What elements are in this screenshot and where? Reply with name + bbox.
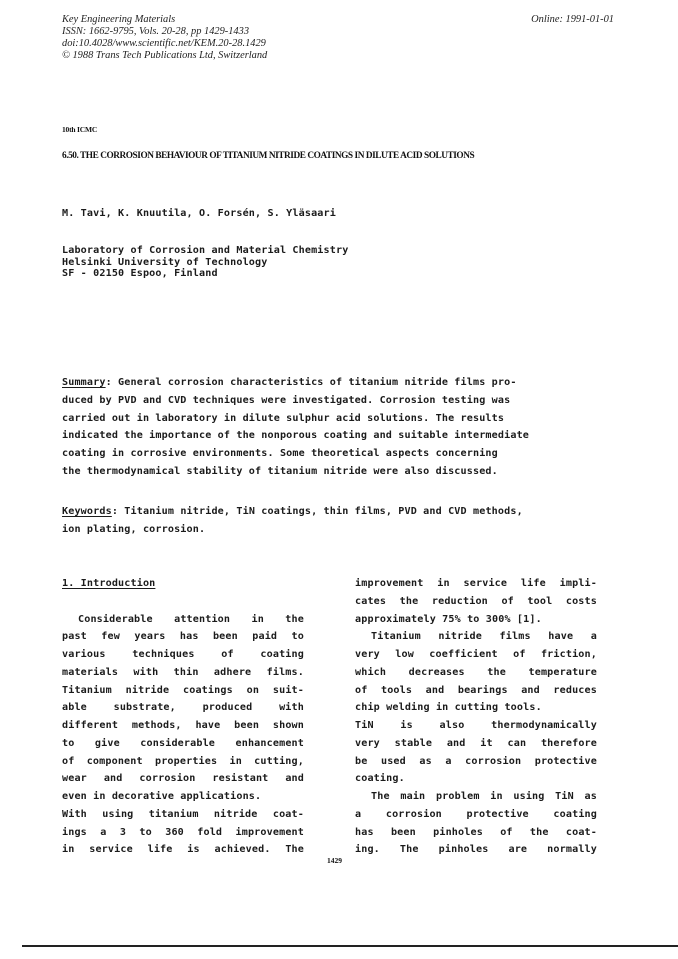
doi-line: doi:10.4028/www.scientific.net/KEM.20-28.1429 bbox=[62, 38, 266, 49]
body-line: wear and corrosion resistant and bbox=[62, 773, 304, 785]
summary-line: : General corrosion characteristics of titanium nitride films pro- bbox=[105, 377, 517, 388]
paper-title: 6.50. THE CORROSION BEHAVIOUR OF TITANIUM NITRIDE COATINGS IN DILUTE ACID SOLUTIONS bbox=[62, 151, 475, 161]
affiliation-line: SF - 02150 Espoo, Finland bbox=[62, 268, 218, 279]
keywords-label: Keywords bbox=[62, 506, 112, 517]
body-line: in service life is achieved. The bbox=[62, 844, 304, 856]
body-line: very stable and it can therefore bbox=[355, 737, 597, 749]
journal-name: Key Engineering Materials bbox=[62, 14, 176, 25]
body-line: TiN is also thermodynamically bbox=[355, 720, 597, 731]
copyright-line: © 1988 Trans Tech Publications Ltd, Switzerland bbox=[62, 50, 268, 61]
body-line: past few years has been paid to bbox=[62, 631, 304, 643]
summary-line: indicated the importance of the nonporous coating and suitable intermediate bbox=[62, 430, 530, 442]
body-line: very low coefficient of friction, bbox=[355, 649, 597, 660]
author-list: M. Tavi, K. Knuutila, O. Forsén, S. Yläsaari bbox=[62, 208, 336, 219]
summary-line: coating in corrosive environments. Some theoretical aspects concerning bbox=[62, 448, 498, 460]
body-line: Considerable attention in the bbox=[78, 613, 304, 625]
body-line: materials with thin adhere films. bbox=[62, 666, 304, 678]
keywords-line: ion plating, corrosion. bbox=[62, 523, 206, 535]
body-line: to give considerable enhancement bbox=[62, 737, 304, 749]
body-line: of tools and bearings and reduces bbox=[355, 684, 597, 696]
body-line: various techniques of coating bbox=[62, 649, 304, 660]
keywords-paragraph bbox=[62, 503, 598, 539]
section-heading-introduction: 1. Introduction bbox=[62, 578, 156, 589]
body-line: which decreases the temperature bbox=[355, 666, 597, 678]
body-line: even in decorative applications. bbox=[62, 791, 262, 802]
issn-line: ISSN: 1662-9795, Vols. 20-28, pp 1429-1433 bbox=[62, 26, 250, 37]
conference-label: 10th ICMC bbox=[62, 125, 98, 134]
page-number: 1429 bbox=[327, 856, 342, 865]
affiliation-line: Laboratory of Corrosion and Material Chemistry bbox=[62, 245, 349, 256]
bottom-rule bbox=[22, 945, 678, 947]
summary-line: the thermodynamical stability of titanium nitride were also discussed. bbox=[62, 465, 498, 477]
body-line: coating. bbox=[355, 773, 405, 785]
body-line: cates the reduction of tool costs bbox=[355, 595, 597, 607]
online-date: Online: 1991-01-01 bbox=[531, 14, 614, 25]
body-line: able substrate, produced with bbox=[62, 702, 304, 714]
summary-label: Summary bbox=[62, 377, 106, 388]
body-line: ings a 3 to 360 fold improvement bbox=[62, 826, 304, 838]
keywords-line: : Titanium nitride, TiN coatings, thin films, PVD and CVD methods, bbox=[111, 506, 523, 517]
body-line: chip welding in cutting tools. bbox=[355, 702, 542, 714]
right-column bbox=[355, 575, 597, 859]
affiliation-line: Helsinki University of Technology bbox=[62, 256, 268, 268]
summary-paragraph bbox=[62, 374, 598, 481]
body-line: has been pinholes of the coat- bbox=[355, 826, 597, 838]
body-line: different methods, have been shown bbox=[62, 720, 304, 731]
left-column bbox=[62, 575, 304, 859]
affiliation bbox=[62, 245, 348, 280]
summary-line: duced by PVD and CVD techniques were investigated. Corrosion testing was bbox=[62, 394, 511, 406]
body-line: a corrosion protective coating bbox=[355, 808, 597, 820]
body-line: Titanium nitride coatings on suit- bbox=[62, 684, 304, 696]
body-line: Titanium nitride films have a bbox=[371, 631, 597, 643]
body-line: of component properties in cutting, bbox=[62, 755, 304, 767]
body-line: The main problem in using TiN as bbox=[371, 791, 597, 802]
body-line: approximately 75% to 300% [1]. bbox=[355, 613, 542, 625]
body-line: be used as a corrosion protective bbox=[355, 755, 597, 767]
body-line: With using titanium nitride coat- bbox=[62, 808, 304, 820]
body-line: improvement in service life impli- bbox=[355, 578, 597, 589]
body-line: ing. The pinholes are normally bbox=[355, 844, 597, 856]
summary-line: carried out in laboratory in dilute sulphur acid solutions. The results bbox=[62, 412, 505, 424]
journal-header bbox=[62, 14, 267, 62]
